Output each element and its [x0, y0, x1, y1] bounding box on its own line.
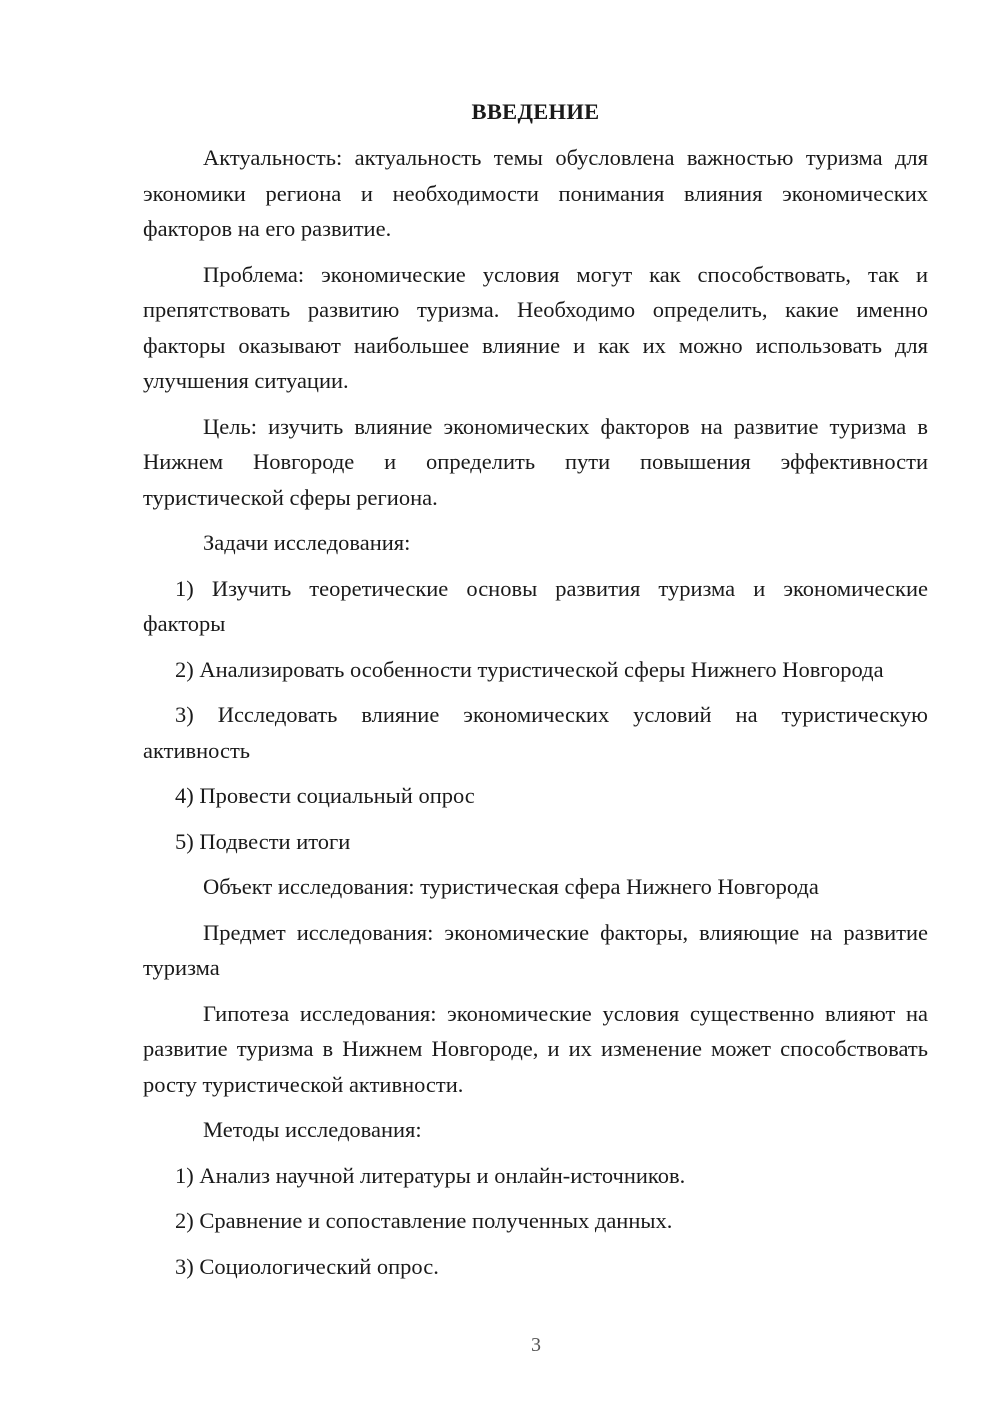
method-item: 3) Социологический опрос.	[175, 1253, 439, 1279]
subject-paragraph: Предмет исследования: экономические факторы, влияющие на развитие туризма	[143, 919, 928, 980]
task-item: 5) Подвести итоги	[175, 828, 351, 854]
relevance-paragraph: Актуальность: актуальность темы обусловлена важностью туризма для экономики региона и необходимости понимания влияния экономических факторов на его развитие.	[143, 145, 928, 241]
page-content	[143, 94, 928, 1294]
page-number: 3	[531, 1334, 541, 1356]
goal-paragraph: Цель: изучить влияние экономических факторов на развитие туризма в Нижнем Новгороде и определить пути повышения эффективности туристической сферы региона.	[143, 413, 928, 510]
methods-heading: Методы исследования:	[203, 1117, 422, 1142]
tasks-heading: Задачи исследования:	[203, 530, 411, 555]
page-title: ВВЕДЕНИЕ	[471, 99, 600, 124]
hypothesis-paragraph: Гипотеза исследования: экономические условия существенно влияют на развитие туризма в Нижнем Новгороде, и их изменение может способствовать росту туристической активности.	[143, 1000, 928, 1097]
method-item: 2) Сравнение и сопоставление полученных данных.	[175, 1208, 673, 1233]
problem-paragraph: Проблема: экономические условия могут как способствовать, так и препятствовать развитию туризма. Необходимо определить, какие именно факторы оказывают наибольшее влияние и как их можно использовать для улучшения ситуации.	[143, 261, 928, 393]
task-item: 4) Провести социальный опрос	[175, 783, 475, 808]
object-paragraph: Объект исследования: туристическая сфера Нижнего Новгорода	[203, 874, 819, 899]
task-item: 1) Изучить теоретические основы развития туризма и экономические факторы	[143, 575, 928, 636]
task-item: 2) Анализировать особенности туристической сферы Нижнего Новгорода	[175, 656, 884, 682]
method-item: 1) Анализ научной литературы и онлайн-источников.	[175, 1162, 686, 1188]
task-item: 3) Исследовать влияние экономических условий на туристическую активность	[143, 702, 928, 763]
